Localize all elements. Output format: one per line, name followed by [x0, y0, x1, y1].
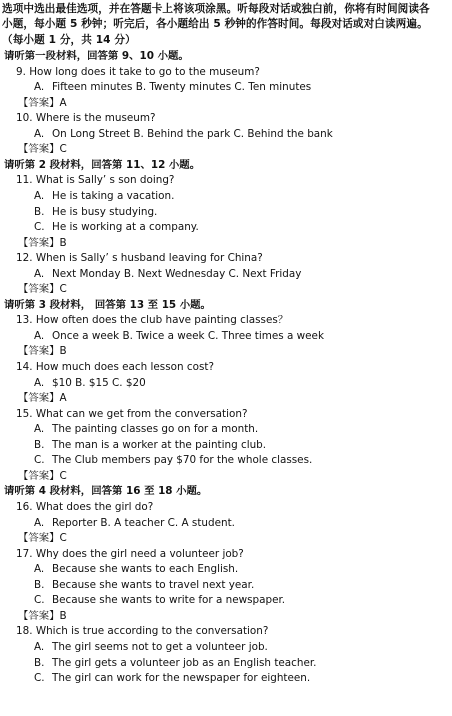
answer-option	[34, 593, 452, 608]
option-letter: A.	[34, 190, 45, 202]
option-letter: C.	[34, 594, 45, 607]
option-letter: A.	[34, 81, 45, 94]
option-letter: A.	[34, 127, 45, 140]
option-letter: C.	[34, 221, 45, 234]
answer-option	[34, 671, 452, 686]
answer-key: 【答案】C	[18, 532, 67, 544]
question-text: 16. What does the girl do?	[16, 501, 154, 513]
answer-option	[34, 516, 452, 531]
answer-key: 【答案】C	[18, 283, 67, 296]
instructions-line-3: （每小题 1 分，共 14 分）	[2, 34, 136, 46]
option-text: The man is a worker at the painting club.	[52, 438, 267, 451]
option-letter: A.	[34, 423, 45, 436]
section-heading: 请听第一段材料，回答第 9、10 小题。	[4, 50, 189, 62]
section-heading: 请听第 4 段材料，回答第 16 至 18 小题。	[4, 485, 208, 498]
question-text: 12. When is Sally’ s husband leaving for China?	[16, 252, 263, 265]
answer-key: 【答案】B	[18, 236, 67, 249]
question-text: 17. Why does the girl need a volunteer job?	[16, 547, 244, 560]
answer-option	[34, 562, 452, 577]
answer-option	[34, 329, 452, 344]
answer-key: 【答案】B	[18, 345, 67, 358]
instructions-line-2: 小题，每小题 5 秒钟；听完后，各小题给出 5 秒钟的作答时间。每段对话或对白读两遍。	[2, 18, 428, 30]
option-text: The painting classes go on for a month.	[52, 423, 259, 436]
answer-option	[34, 438, 452, 453]
answer-key: 【答案】C	[18, 469, 67, 482]
answer-key: 【答案】B	[18, 609, 67, 622]
option-text: $10 B. $15 C. $20	[52, 376, 146, 389]
question-text: 10. Where is the museum?	[16, 112, 156, 125]
answer-key: 【答案】C	[18, 143, 67, 156]
option-text: The girl seems not to get a volunteer job.	[52, 640, 268, 653]
option-text: The girl gets a volunteer job as an English teacher.	[52, 656, 317, 669]
answer-option	[34, 422, 452, 437]
question-text: 14. How much does each lesson cost?	[16, 361, 214, 373]
section-heading: 请听第 2 段材料，回答第 11、12 小题。	[4, 158, 201, 171]
option-letter: A.	[34, 563, 45, 576]
question-text: 15. What can we get from the conversation?	[16, 407, 248, 420]
answer-option	[34, 267, 452, 282]
option-text: Once a week B. Twice a week C. Three times a week	[52, 329, 324, 342]
option-text: The Club members pay $70 for the whole classes.	[52, 454, 313, 467]
answer-option	[34, 220, 452, 235]
answer-option	[34, 656, 452, 671]
option-text: Next Monday B. Next Wednesday C. Next Friday	[52, 267, 302, 280]
option-text: He is taking a vacation.	[52, 190, 175, 202]
answer-option	[34, 453, 452, 468]
question-text: 18. Which is true according to the conversation?	[16, 625, 269, 638]
option-text: Because she wants to each English.	[52, 563, 239, 576]
answer-option	[34, 205, 452, 220]
option-text: He is working at a company.	[52, 221, 199, 234]
option-letter: B.	[34, 205, 45, 218]
option-text: On Long Street B. Behind the park C. Behind the bank	[52, 127, 333, 140]
answer-key: 【答案】A	[18, 96, 67, 109]
option-letter: B.	[34, 656, 45, 669]
answer-option	[34, 127, 452, 142]
question-text: 13. How often does the club have painting classes？	[16, 314, 289, 327]
option-letter: A.	[34, 516, 45, 529]
option-text: Fifteen minutes B. Twenty minutes C. Ten minutes	[52, 81, 312, 94]
option-text: The girl can work for the newspaper for eighteen.	[52, 672, 311, 684]
option-letter: A.	[34, 640, 45, 653]
option-text: Because she wants to write for a newspaper.	[52, 594, 286, 607]
answer-key: 【答案】A	[18, 392, 67, 405]
option-letter: C.	[34, 672, 45, 684]
option-text: Reporter B. A teacher C. A student.	[52, 516, 235, 529]
instructions-line-1: 选项中选出最佳选项，并在答题卡上将该项涂黑。听每段对话或独白前，你将有时间阅读各	[2, 3, 430, 15]
option-letter: A.	[34, 376, 45, 389]
option-text: He is busy studying.	[52, 205, 158, 218]
answer-option	[34, 376, 452, 391]
section-heading: 请听第 3 段材料， 回答第 13 至 15 小题。	[4, 298, 211, 311]
option-letter: B.	[34, 578, 45, 591]
answer-option	[34, 80, 452, 95]
question-text: 9. How long does it take to go to the museum?	[16, 65, 260, 78]
answer-option	[34, 189, 452, 204]
option-letter: C.	[34, 454, 45, 467]
option-letter: A.	[34, 267, 45, 280]
option-letter: A.	[34, 329, 45, 342]
question-text: 11. What is Sally’ s son doing?	[16, 174, 175, 187]
answer-option	[34, 578, 452, 593]
answer-option	[34, 640, 452, 655]
option-letter: B.	[34, 438, 45, 451]
option-text: Because she wants to travel next year.	[52, 578, 255, 591]
